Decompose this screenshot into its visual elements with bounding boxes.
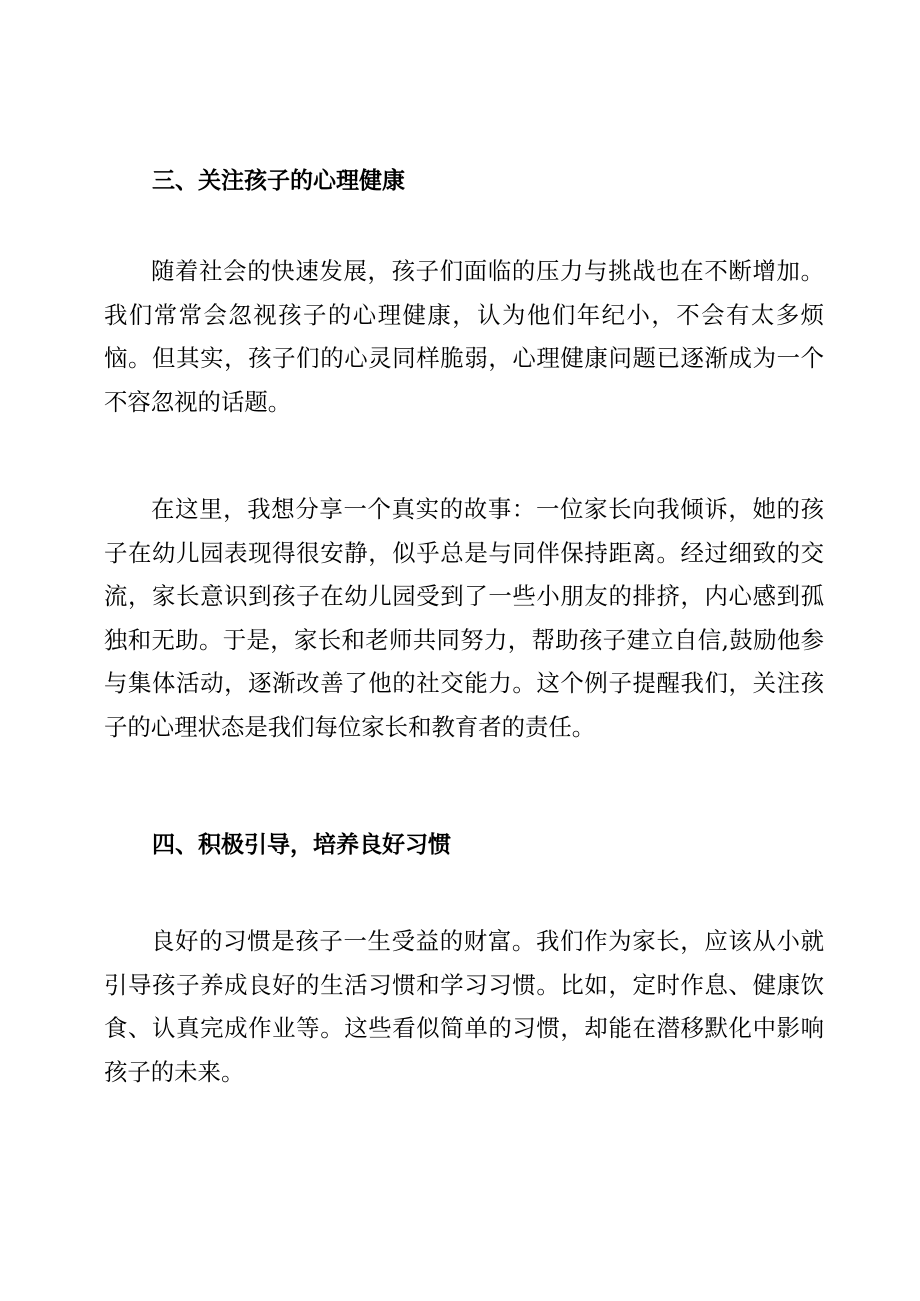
paragraph: 良好的习惯是孩子一生受益的财富。我们作为家长，应该从小就引导孩子养成良好的生活习惯和学习习惯。比如，定时作息、健康饮食、认真完成作业等。这些看似简单的习惯，却能在潜移默化中影响孩子的未来。: [104, 927, 824, 1086]
paragraph: 在这里，我想分享一个真实的故事：一位家长向我倾诉，她的孩子在幼儿园表现得很安静，似乎总是与同伴保持距离。经过细致的交流，家长意识到孩子在幼儿园受到了一些小朋友的排挤，内心感到孤独和无助。于是，家长和老师共同努力，帮助孩子建立自信,鼓励他参与集体活动，逐渐改善了他的社交能力。这个例子提醒我们，关注孩子的心理状态是我们每位家长和教育者的责任。: [104, 495, 824, 741]
section-heading-3: 三、关注孩子的心理健康: [152, 167, 405, 194]
section-heading-4: 四、积极引导，培养良好习惯: [152, 831, 451, 858]
paragraph: 随着社会的快速发展，孩子们面临的压力与挑战也在不断增加。我们常常会忽视孩子的心理健康，认为他们年纪小，不会有太多烦恼。但其实，孩子们的心灵同样脆弱，心理健康问题已逐渐成为一个不容忽视的话题。: [104, 257, 824, 416]
